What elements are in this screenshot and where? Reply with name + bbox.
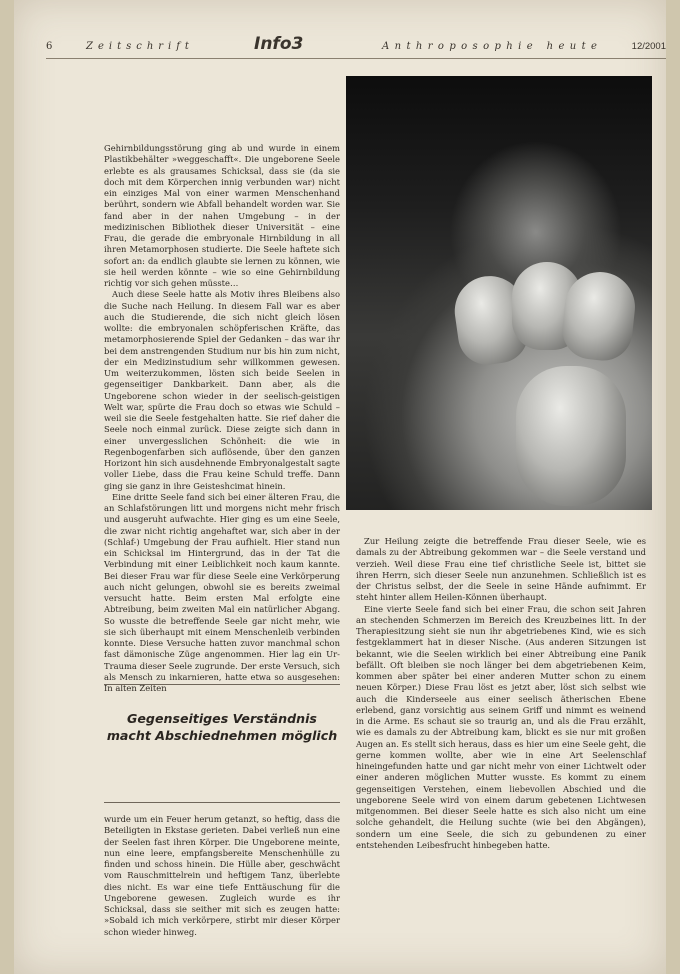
issue-date: 12/2001	[631, 41, 666, 52]
paragraph: Auch diese Seele hatte als Motiv ihres Bleibens also die Suche nach Heilung. In diesem Fall war es aber auch die Studierende, die sich nicht gleich lösen wollte: die embryonalen schöpferischen Kräfte, das metamorphosierende Spiel der Gedanken – das war ihr bei dem anstrengenden Studium nur bis hin zum nicht, der ein Medizinstudium sehr willkommen gewesen. Um weiterzukommen, lösten sich beide Seelen in gegenseitiger Dankbarkeit. Dann aber, als die Ungeborene schon wieder in der seelisch-geistigen Welt war, spürte die Frau doch so etwas wie Schuld – weil sie die Seele festgehalten hatte. Sie rief daher die Seele noch einmal zurück. Diese zeigte sich dann in einer unvergesslichen Schönheit: die wie in Regenbogenfarben sich auflösende, über den ganzen Horizont hin sich ausdehnende Embryonalgestalt sagte voller Liebe, dass die Frau keine Schuld treffe. Dann ging sie ganz in ihre Geisteshcimat hinein.	[104, 289, 340, 491]
magazine-section-label: Zeitschrift	[86, 41, 194, 52]
magazine-subtitle: Anthroposophie heute	[382, 41, 603, 52]
headline-bottom-rule	[104, 802, 340, 803]
page-header	[46, 34, 666, 60]
finger-shape	[516, 366, 626, 506]
paragraph: Zur Heilung zeigte die betreffende Frau dieser Seele, wie es damals zu der Abtreibung gekommen war – die Seele verstand und verzieh. Weil diese Frau eine tief christliche Seele ist, bittet sie ihren Herrn, sich dieser Seele nun anzunehmen. Schließlich ist es der Christus selbst, der die Seele in seine Hände aufnimmt. Er steht hinter allem Heilen-Können überhaupt.	[356, 536, 646, 603]
pull-headline	[104, 710, 340, 744]
article-column-left-bottom	[104, 814, 340, 938]
article-column-right	[356, 536, 646, 851]
headline-top-rule	[104, 684, 340, 685]
paragraph: wurde um ein Feuer herum getanzt, so heftig, dass die Beteiligten in Ekstase gerieten. Dabei verließ nun eine der Seelen fast ihren Körper. Die Ungeborene meinte, nun eine leere, empfangsbereite Menschenhülle zu finden und schoss hinein. Die Hülle aber, geschwächt vom Rauschmittelrein und heftigem Tanz, überlebte dies nicht. Es war eine tiefe Enttäuschung für die Ungeborene gewesen. Zugleich wurde es ihr Schicksal, dass sie seither mit sich es zeugen hatte: »Sobald ich mich verkörpere, stirbt mir dieser Körper schon wieder hinweg.	[104, 814, 340, 937]
info3-logo: Info3	[254, 34, 304, 54]
header-rule	[46, 58, 666, 59]
paragraph: Gehirnbildungsstörung ging ab und wurde in einem Plastikbehälter »weggeschafft«. Die ungeborene Seele erlebte es als grausames Schicksal, dass sie (da sie doch mit dem Körperchen innig verbunden war) nicht ein einziges Mal von einer warmen Menschenhand berührt, sondern wie Abfall behandelt worden war. Sie fand aber in der nahen Umgebung – in der medizinischen Bibliothek dieser Universität – eine Frau, die gerade die embryonale Hirnbildung in all ihren Metamorphosen studierte. Die Seele haftete sich sofort an: da endlich glaubte sie lernen zu können, wie sie heil werden könnte – wie so eine Gehirnbildung richtig vor sich gehen müsste…	[104, 143, 340, 288]
headline-line: Gegenseitiges Verständnis	[127, 711, 317, 726]
hand-photo	[346, 76, 652, 510]
headline-line: macht Abschiednehmen möglich	[106, 728, 338, 743]
paragraph: Eine dritte Seele fand sich bei einer älteren Frau, die an Schlafstörungen litt und morgens nicht mehr frisch und ausgeruht aufwachte. Hier ging es um eine Seele, die zwar nicht richtig angehaftet war, sich aber in der (Schlaf-) Umgebung der Frau aufhielt. Hier stand nun ein Schicksal im Hintergrund, das in der Tat die Verbindung mit einer Leiblichkeit noch kaum kannte. Bei dieser Frau war für diese Seele eine Verkörperung auch nicht gelungen, obwohl sie es bereits zweimal versucht hatte. Beim ersten Mal erfolgte eine Abtreibung, beim zweiten Mal ein natürlicher Abgang. So wusste die betreffende Seele gar nicht mehr, wie sie sich überhaupt mit einem Menschenleib verbinden konnte. Diese Versuche hatten zuvor manchmal schon fast dämonische Züge angenommen. Hier lag ein Ur-Trauma dieser Seele zugrunde. Der erste Versuch, sich als Mensch zu inkarnieren, hatte etwa so ausgesehen: In alten Zeiten	[104, 491, 340, 693]
page-number: 6	[46, 41, 53, 52]
paragraph: Eine vierte Seele fand sich bei einer Frau, die schon seit Jahren an stechenden Schmerzen im Bereich des Kreuzbeines litt. In der Therapiesitzung sieht sie nun ihr abgetriebenes Kind, wie es sich festgeklammert hat in dieser Nische. (Aus anderen Sitzungen ist bekannt, wie die Seelen wirklich bei einer Abtreibung eine Panik befällt. Oft bleiben sie noch länger bei dem abgetriebenen Keim, kommen aber später bei einer anderen Mutter schon zu einem neuen Körper.) Diese Frau löst es jetzt aber, löst sich selbst wie auch die Kinderseele aus einer seelisch ätherischen Ebene erlebend, ganz vorsichtig aus seinem Griff und nimmt es weinend in die Arme. Es schaut sie so traurig an, und als die Frau erzählt, wie es damals zu der Abtreibung kam, blickt es sie nur mit großen Augen an. Es stellt sich heraus, dass es hier um eine Seele geht, die gerne kommen wollte, aber wie in eine Art Seelenschlaf hineingefunden hatte und gar nicht mehr von einer Lichtwelt oder einer anderen möglichen Mutter wusste. Es kommt zu einem gegenseitigen Verstehen, einem liebevollen Abschied und die ungeborene Seele wird von einem darum gebetenen Lichtwesen mitgenommen. Bei dieser Seele hatte es sich also nicht um eine solche gehandelt, die Heilung suchte (wie bei den Abgängen), sondern um eine Seele, die sich zu gebundenen zu einer entstehenden Leibesfrucht hinbegeben hatte.	[356, 603, 646, 850]
article-column-left-top	[104, 143, 340, 694]
